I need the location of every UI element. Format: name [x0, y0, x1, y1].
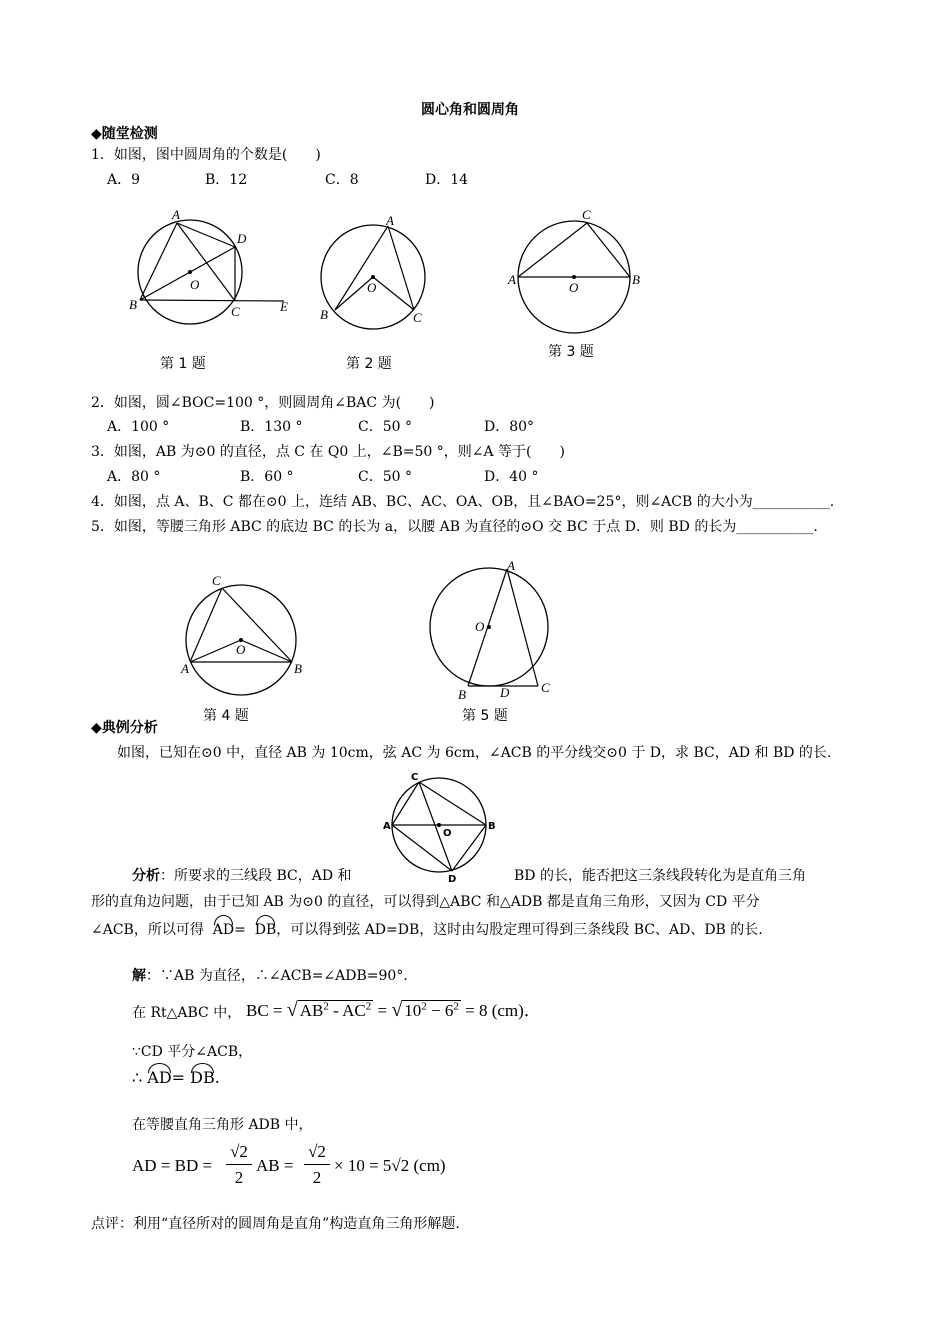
figure-4-label-c: C	[212, 573, 221, 588]
figure-4-label-o: O	[236, 642, 246, 657]
analysis-line-1-left	[132, 867, 352, 885]
frac-1-num: √2	[230, 1142, 248, 1161]
solution-line-1-text: ：∵AB 为直径，∴∠ACB=∠ADB=90°．	[146, 968, 418, 984]
analysis-line-3	[91, 921, 763, 939]
sqrt-icon: √	[286, 999, 298, 1021]
figure-5-label-a: A	[507, 558, 515, 573]
arc-ad-2: AD	[147, 1068, 172, 1087]
figure-5-diagram	[420, 558, 570, 703]
question-5: 5．如图，等腰三角形 ABC 的底边 BC 的长为 a，以腰 AB 为直径的⊙O 交 BC 于点 D．则 BD 的长为___________.	[91, 519, 818, 535]
figure-2-label-b: B	[320, 307, 328, 322]
question-1-stem: 1．如图，图中圆周角的个数是( )	[91, 147, 321, 163]
frac-2-den: 2	[312, 1168, 322, 1187]
figure-1-label-c: C	[231, 304, 240, 319]
exp-3: 2	[421, 1000, 427, 1013]
section-heading-example: ◆典例分析	[91, 720, 158, 736]
question-2-option-c: C．50 °	[358, 419, 412, 435]
figure-2-caption: 第 2 题	[346, 356, 392, 372]
figure-5-label-o: O	[475, 619, 485, 634]
arc-equals: =	[234, 922, 246, 938]
arc-ad: AD	[212, 922, 235, 938]
line-2-end: ．	[523, 1001, 541, 1020]
analysis-line-1a: ：所要求的三线段 BC，AD 和	[160, 868, 352, 884]
arc-db: DB	[254, 922, 277, 938]
question-3-option-d: D．40 °	[484, 469, 539, 485]
figure-1-label-e: E	[280, 299, 288, 314]
question-2-option-b: B．130 °	[240, 419, 303, 435]
solution-line-3: ∵CD 平分∠ACB，	[132, 1044, 253, 1060]
figure-2-label-c: C	[413, 310, 422, 325]
figure-5-label-d: D	[500, 685, 510, 700]
question-2-option-d: D．80°	[484, 419, 535, 435]
analysis-line-3b: ，可以得到弦 AD=DB，这时由勾股定理可得到三条线段 BC、AD、DB 的长.	[276, 922, 763, 938]
minus-six: − 6	[426, 1001, 454, 1020]
figure-3-caption: 第 3 题	[548, 344, 594, 360]
figure-5-label-c: C	[541, 680, 550, 695]
ad-result: × 10 = 5√2 (cm)	[334, 1156, 446, 1175]
comment: 点评：利用“直径所对的圆周角是直角”构造直角三角形解题.	[91, 1216, 460, 1232]
analysis-line-3a: ∠ACB，所以可得	[91, 922, 204, 938]
question-4: 4．如图，点 A、B、C 都在⊙0 上，连结 AB、BC、AC、OA、OB，且∠BAO=25°，则∠ACB 的大小为___________.	[91, 494, 835, 510]
figure-3-diagram	[500, 203, 650, 338]
minus-ac: - AC	[328, 1001, 366, 1020]
example-figure-label-b: B	[488, 821, 496, 832]
solution-line-4	[132, 1069, 220, 1087]
figure-3-label-o: O	[569, 280, 579, 295]
figure-3-label-c: C	[582, 207, 591, 222]
analysis-line-1b: BD 的长，能否把这三条线段转化为是直角三角	[514, 868, 806, 884]
figure-1-label-a: A	[172, 207, 180, 222]
figure-4-label-b: B	[294, 661, 302, 676]
question-2-option-a: A．100 °	[107, 419, 170, 435]
figure-4-label-a: A	[181, 661, 189, 676]
figure-2-label-a: A	[386, 213, 394, 228]
figure-3-label-b: B	[632, 272, 640, 287]
question-3-option-c: C．50 °	[358, 469, 412, 485]
sqrt-icon: √	[391, 999, 403, 1021]
question-1-option-d: D．14	[425, 172, 469, 188]
figure-5-label-b: B	[458, 687, 466, 702]
figure-1-label-d: D	[237, 231, 247, 246]
analysis-label: 分析	[132, 868, 160, 884]
frac-1-den: 2	[234, 1168, 244, 1187]
solution-label: 解	[132, 968, 146, 984]
example-figure-label-d: D	[448, 874, 457, 885]
solution-line-1	[132, 967, 417, 985]
figure-1-label-b: B	[129, 297, 137, 312]
question-1-option-a: A．9	[107, 172, 141, 188]
eq-1: =	[373, 1001, 388, 1020]
exp-2: 2	[365, 1000, 372, 1013]
figure-3-label-a: A	[508, 272, 516, 287]
figure-1-diagram	[120, 200, 310, 330]
solution-bc-formula	[246, 996, 541, 1022]
exp-4: 2	[453, 1000, 459, 1013]
question-1-option-b: B．12	[205, 172, 248, 188]
figure-4-diagram	[178, 572, 308, 702]
example-figure-label-a: A	[383, 821, 391, 832]
figure-1-caption: 第 1 题	[160, 356, 206, 372]
arc-db-2: DB	[190, 1068, 215, 1087]
frac-2-num: √2	[308, 1142, 326, 1161]
bc-result: = 8 (cm)	[460, 1001, 524, 1020]
section-heading-practice: ◆随堂检测	[91, 126, 158, 142]
example-figure-label-c: C	[411, 772, 419, 783]
line-4-end: .	[214, 1068, 220, 1087]
figure-4-caption: 第 4 题	[203, 708, 249, 724]
figure-2-label-o: O	[367, 280, 377, 295]
exp-1: 2	[323, 1000, 329, 1013]
bc-lhs: BC =	[246, 1001, 283, 1020]
example-figure-diagram	[380, 770, 510, 885]
ab-term: AB	[299, 1001, 324, 1020]
analysis-line-2: 形的直角边问题，由于已知 AB 为⊙0 的直径，可以得到△ABC 和△ADB 都是直角三角形，又因为 CD 平分	[91, 894, 760, 910]
question-3-option-a: A．80 °	[107, 469, 161, 485]
figure-2-diagram	[310, 210, 440, 330]
ab-eq: AB =	[256, 1156, 294, 1175]
figure-5-caption: 第 5 题	[462, 708, 508, 724]
example-problem: 如图，已知在⊙0 中，直径 AB 为 10cm，弦 AC 为 6cm，∠ACB 的平分线交⊙0 于 D，求 BC，AD 和 BD 的长.	[117, 745, 832, 761]
solution-line-5: 在等腰直角三角形 ADB 中，	[132, 1117, 313, 1133]
ten-term: 10	[404, 1001, 422, 1020]
question-3-stem: 3．如图，AB 为⊙0 的直径，点 C 在 Q0 上，∠B=50 °，则∠A 等于( )	[91, 444, 565, 460]
figure-1-label-o: O	[190, 277, 200, 292]
arc-equals-2: =	[171, 1068, 186, 1087]
question-2-stem: 2．如图，圆∠BOC=100 °，则圆周角∠BAC 为( )	[91, 395, 435, 411]
frac-1-bar	[226, 1164, 252, 1165]
page-title: 圆心角和圆周角	[421, 102, 519, 118]
ad-bd-lhs: AD = BD =	[132, 1156, 213, 1175]
frac-2-bar	[304, 1164, 330, 1165]
question-3-option-b: B．60 °	[240, 469, 294, 485]
therefore-symbol: ∴	[132, 1068, 143, 1087]
question-1-option-c: C．8	[325, 172, 359, 188]
example-figure-label-o: O	[443, 828, 452, 839]
solution-line-2-text: 在 Rt△ABC 中，	[132, 1005, 242, 1021]
